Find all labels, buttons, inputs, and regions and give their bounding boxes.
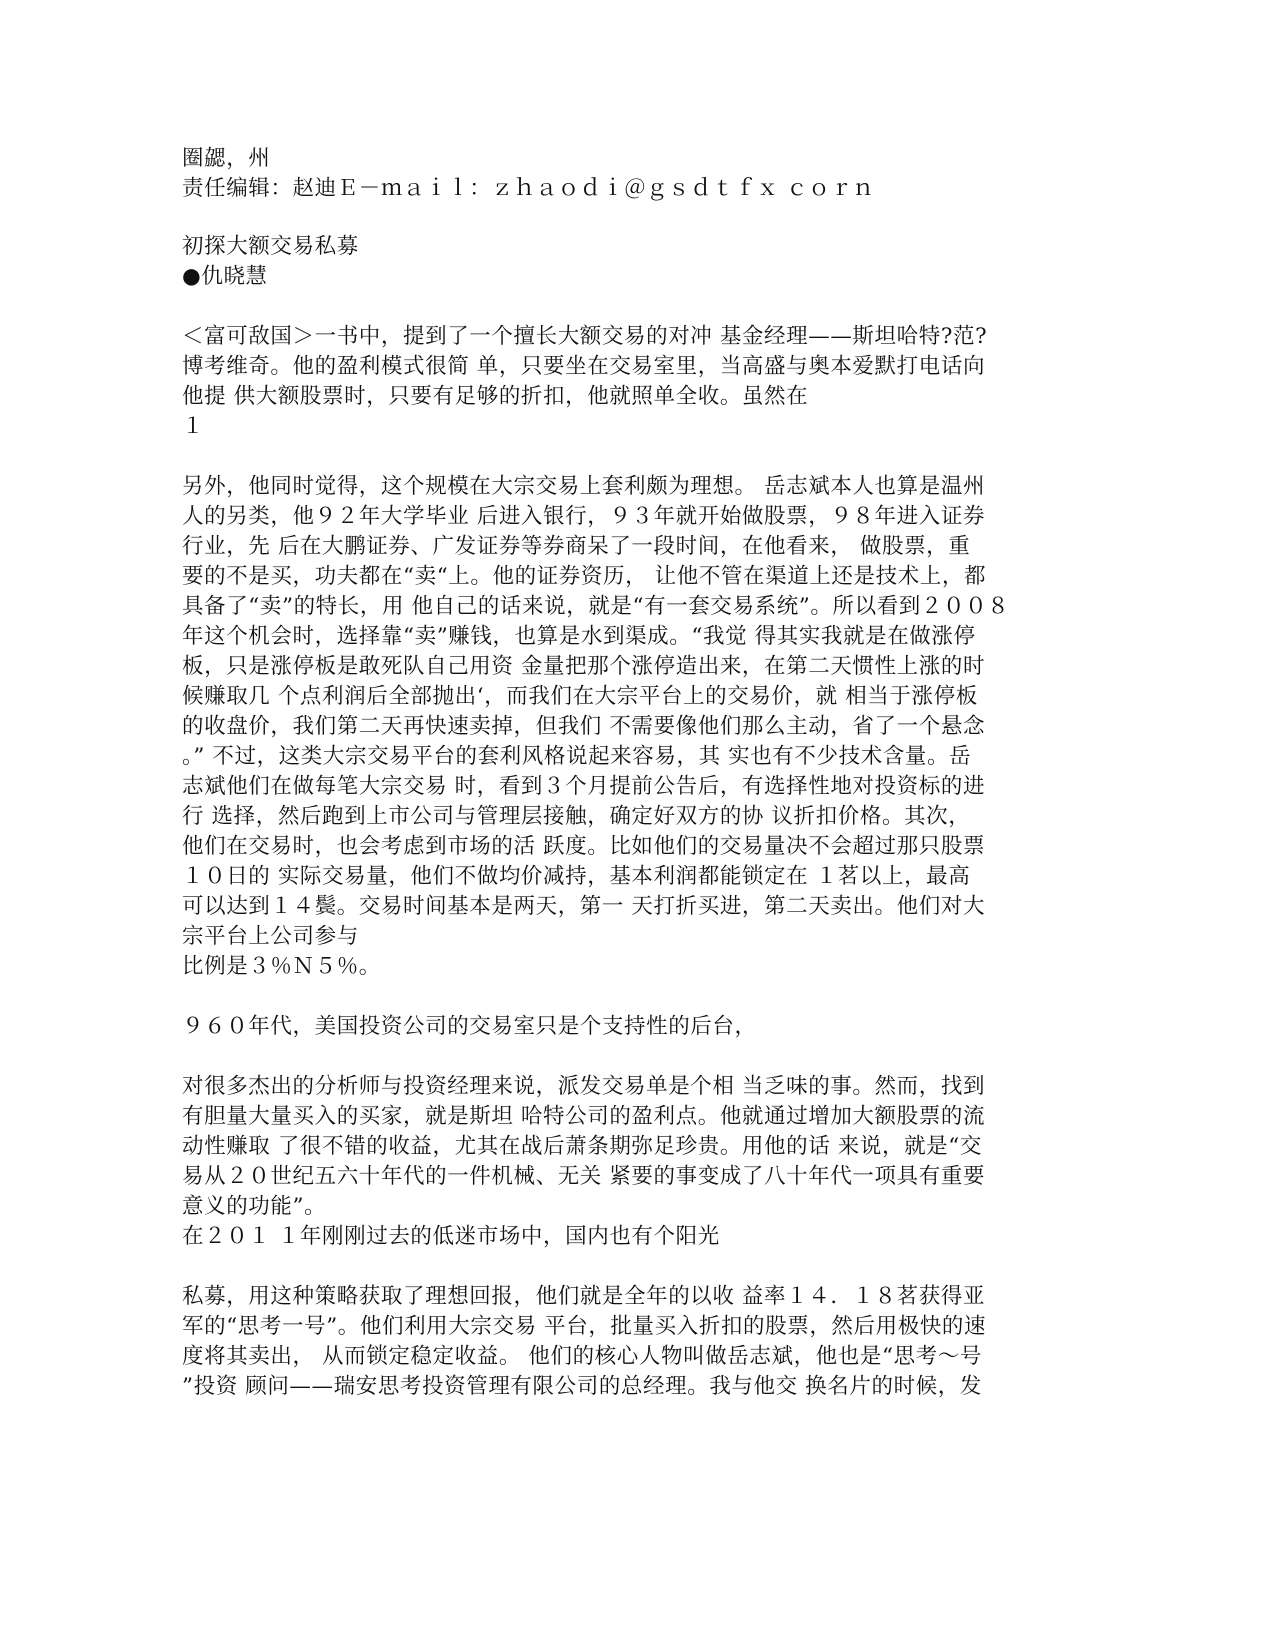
body-line: 志斌他们在做每笔大宗交易 时，看到３个月提前公告后，有选择性地对投资标的进 [182, 774, 986, 799]
body-line: 他们在交易时，也会考虑到市场的活 跃度。比如他们的交易量决不会超过那只股票 [182, 834, 986, 859]
page-number: １ [182, 414, 205, 439]
body-line: ＜富可敌国＞一书中，提到了一个擅长大额交易的对冲 基金经理——斯坦哈特?范? [182, 324, 988, 349]
body-line: 他提 供大额股票时，只要有足够的折扣，他就照单全收。虽然在 [182, 384, 809, 409]
body-line: 度将其卖出， 从而锁定稳定收益。 他们的核心人物叫做岳志斌，他也是“思考～号 [182, 1344, 982, 1369]
body-line: 私募，用这种策略获取了理想回报，他们就是全年的以收 益率１４．１８茗获得亚 [182, 1284, 986, 1309]
body-line: 。” 不过，这类大宗交易平台的套利风格说起来容易，其 实也有不少技术含量。岳 [182, 744, 972, 769]
section-label: 圈勰，州 [182, 146, 271, 171]
editor-line: 责任编辑：赵迪Ｅ－ｍａｉｌ：ｚｈａｏｄｉ＠ｇｓｄｔｆｘ ｃｏｒｎ [182, 176, 875, 201]
body-line: 另外，他同时觉得，这个规模在大宗交易上套利颇为理想。 岳志斌本人也算是温州 [182, 474, 986, 499]
body-line: 行业，先 后在大鹏证券、广发证券等券商呆了一段时间，在他看来， 做股票，重 [182, 534, 971, 559]
body-line: １０日的 实际交易量，他们不做均价减持，基本利润都能锁定在 １茗以上，最高 [182, 864, 971, 889]
body-line: 具备了“卖”的特长，用 他自己的话来说，就是“有一套交易系统”。所以看到２００８ [182, 594, 1010, 619]
body-line: 可以达到１４鬓。交易时间基本是两天，第一 天打折买进，第二天卖出。他们对大 [182, 894, 986, 919]
body-line: 动性赚取 了很不错的收益，尤其在战后萧条期弥足珍贵。用他的话 来说，就是“交 [182, 1134, 982, 1159]
body-line: 易从２０世纪五六十年代的一件机械、无关 紧要的事变成了八十年代一项具有重要 [182, 1164, 986, 1189]
body-line: 的收盘价，我们第二天再快速卖掉，但我们 不需要像他们那么主动，省了一个悬念 [182, 714, 986, 739]
body-line: 板，只是涨停板是敢死队自己用资 金量把那个涨停造出来，在第二天惯性上涨的时 [182, 654, 986, 679]
body-line: 行 选择，然后跑到上市公司与管理层接触，确定好双方的协 议折扣价格。其次， [182, 804, 971, 829]
body-line: 在２０１ １年刚刚过去的低迷市场中，国内也有个阳光 [182, 1224, 720, 1249]
body-line: 比例是３％Ｎ５％。 [182, 954, 381, 979]
body-line: 人的另类，他９２年大学毕业 后进入银行，９３年就开始做股票，９８年进入证券 [182, 504, 986, 529]
body-line: 对很多杰出的分析师与投资经理来说，派发交易单是个相 当乏味的事。然而，找到 [182, 1074, 986, 1099]
body-line: 意义的功能”。 [182, 1194, 327, 1219]
body-line: 宗平台上公司参与 [182, 924, 359, 949]
article-title: 初探大额交易私募 [182, 234, 359, 259]
body-line: 候赚取几 个点利润后全部抛出‘，而我们在大宗平台上的交易价，就 相当于涨停板 [182, 684, 978, 709]
article-author: ●仇晓慧 [182, 264, 268, 289]
body-line: ”投资 顾问——瑞安思考投资管理有限公司的总经理。我与他交 换名片的时候，发 [182, 1374, 982, 1399]
body-line: 年这个机会时，选择靠“卖”赚钱，也算是水到渠成。“我觉 得其实我就是在做涨停 [182, 624, 976, 649]
body-line: 有胆量大量买入的买家，就是斯坦 哈特公司的盈利点。他就通过增加大额股票的流 [182, 1104, 986, 1129]
body-line: 要的不是买，功夫都在“卖“上。他的证券资历， 让他不管在渠道上还是技术上，都 [182, 564, 987, 589]
body-line: ９６０年代，美国投资公司的交易室只是个支持性的后台， [182, 1014, 757, 1039]
body-line: 军的“思考一号”。他们利用大宗交易 平台，批量买入折扣的股票，然后用极快的速 [182, 1314, 987, 1339]
body-line: 博考维奇。他的盈利模式很简 单，只要坐在交易室里，当高盛与奥本爱默打电话向 [182, 354, 986, 379]
